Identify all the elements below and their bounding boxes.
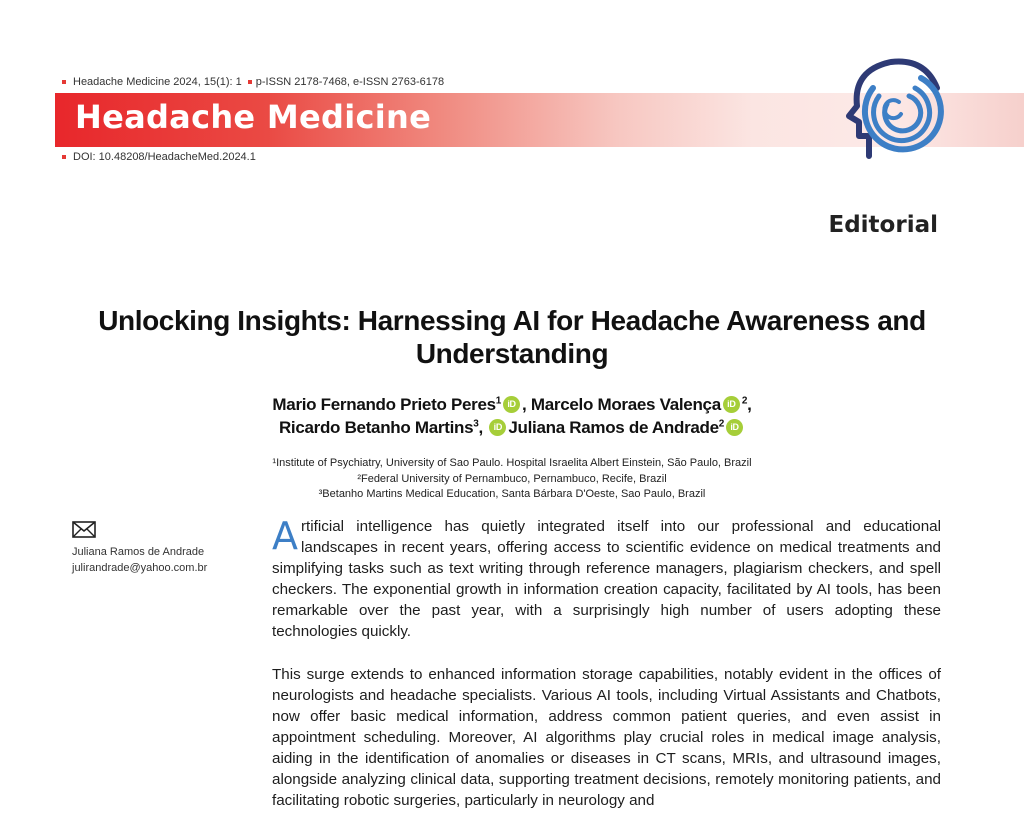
journal-issn: p-ISSN 2178-7468, e-ISSN 2763-6178 [255,76,445,88]
author-name: Marcelo Moraes Valença [530,395,721,414]
affiliation: ²Federal University of Pernambuco, Pernambuco, Recife, Brazil [357,473,667,485]
correspondence-box [72,521,257,576]
author-affiliation-mark: 3 [473,418,479,430]
author-name: Mario Fernando Prieto Peres [272,395,496,414]
author-separator: , [478,418,488,437]
bullet-icon [62,155,66,159]
author-affiliation-mark: 2 [741,395,748,407]
doi-link[interactable]: DOI: 10.48208/HeadacheMed.2024.1 [73,151,256,163]
article-title: Unlocking Insights: Harnessing AI for Headache Awareness and Understanding [98,305,926,369]
orcid-icon[interactable]: iD [723,396,740,413]
affiliation: ³Betanho Martins Medical Education, Santa Bárbara D'Oeste, Sao Paulo, Brazil [318,488,706,500]
orcid-icon[interactable]: iD [503,396,520,413]
author-line [0,418,1024,438]
doi-line [62,151,256,163]
bullet-icon [248,80,252,84]
journal-name: Headache Medicine [75,98,432,136]
journal-meta-line [62,76,444,88]
author-affiliation-mark: 2 [718,418,725,430]
affiliation: ¹Institute of Psychiatry, University of Sao Paulo. Hospital Israelita Albert Einstein, São Paulo, Brazil [272,457,752,469]
bullet-icon [62,80,66,84]
body-paragraph: This surge extends to enhanced information storage capabilities, notably evident in the offices of neurologists and headache specialists. Various AI tools, including Virtual Assistants and Chatbots, now offer basic medical information, address common patient queries, and even assist in appointment scheduling. Moreover, AI algorithms play crucial roles in medical image analysis, aiding in the identification of anomalies or diseases in CT scans, MRIs, and ultrasound images, alongside analyzing clinical data, supporting treatment decisions, remotely monitoring patients, and facilitating robotic surgeries, particularly in neurology and [272,666,941,809]
body-paragraph [272,516,941,642]
author-separator: , [522,395,531,414]
author-line [0,395,1024,415]
head-profile-c-logo-icon [833,52,945,162]
article-type: Editorial [828,212,938,238]
orcid-icon[interactable]: iD [726,419,743,436]
author-affiliation-mark: 1 [495,395,502,407]
author-name: Juliana Ramos de Andrade [508,418,719,437]
orcid-icon[interactable]: iD [489,419,506,436]
author-name: Ricardo Betanho Martins [278,418,474,437]
paragraph-text: rtificial intelligence has quietly integrated itself into our professional and educational landscapes in recent years, offering access to scientific evidence on medical treatments and simplifying tasks such as text writing through reference managers, plagiarism checkers, and spell checkers. The exponential growth in information creation capacity, facilitated by AI tools, has been remarkable over the past year, with a surprisingly high number of users adopting these technologies quickly. [272,518,941,640]
mail-icon [72,521,96,538]
drop-cap: A [272,514,298,558]
journal-citation: Headache Medicine 2024, 15(1): 1 [73,76,242,88]
author-separator: , [747,395,752,414]
correspondence-email[interactable]: julirandrade@yahoo.com.br [72,562,208,574]
correspondence-name: Juliana Ramos de Andrade [72,546,205,558]
